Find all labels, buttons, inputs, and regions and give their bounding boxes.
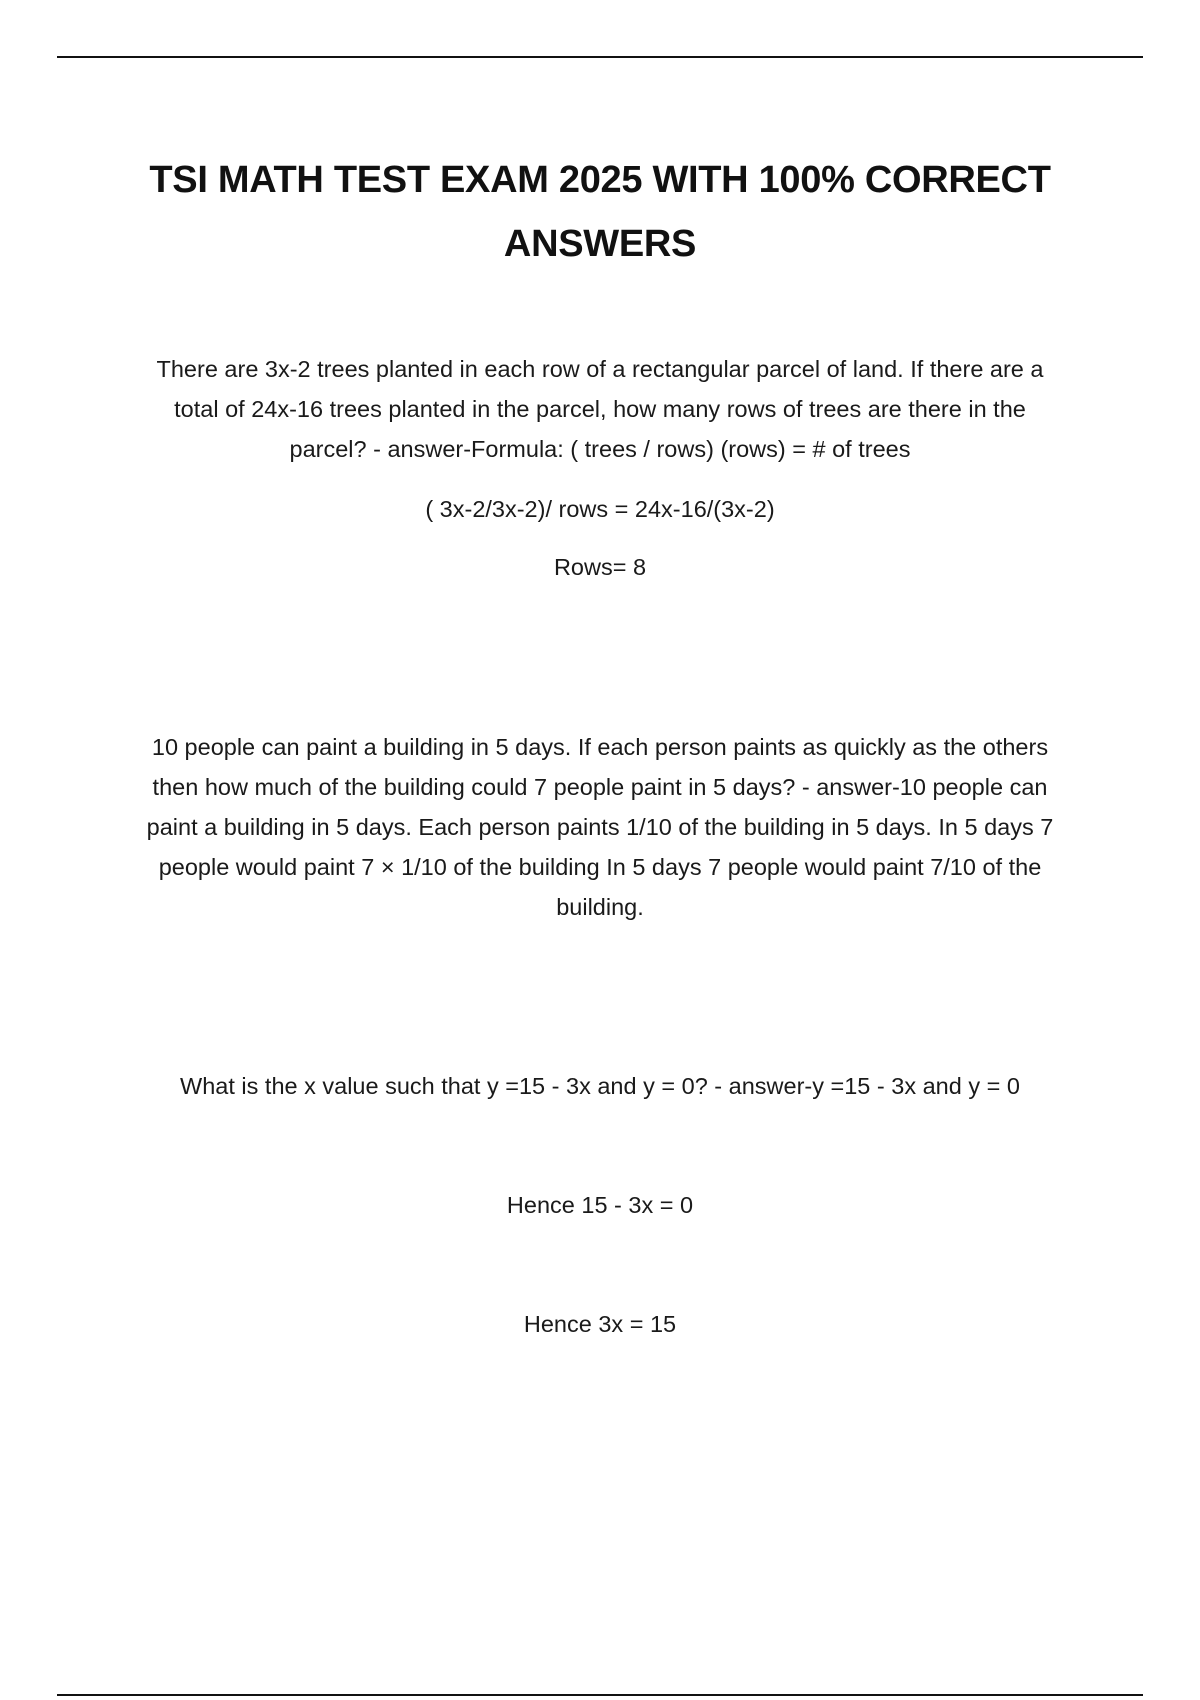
question-3-step-2: Hence 3x = 15 xyxy=(523,1311,677,1337)
question-2-text: 10 people can paint a building in 5 days. If each person paints as quickly as the others then how much of the building could 7 people paint in 5 days? - answer-10 people can paint a building in 5 days. Each person paints 1/10 of the building in 5 days. In 5 days 7 people would paint 7 × 1/10 of the building In 5 days 7 people would paint 7/10 of the building. xyxy=(146,734,1054,920)
bottom-rule xyxy=(57,1694,1143,1696)
document-title: TSI MATH TEST EXAM 2025 WITH 100% CORRECT ANSWERS xyxy=(149,159,1051,265)
top-rule xyxy=(57,56,1143,58)
question-1-text: There are 3x-2 trees planted in each row of a rectangular parcel of land. If there are a total of 24x-16 trees planted in the parcel, how many rows of trees are there in the parcel? - answer-Formula: ( trees / rows) (rows) = # of trees xyxy=(156,356,1044,462)
question-1-step-2: Rows= 8 xyxy=(553,554,647,580)
question-1-step-1: ( 3x-2/3x-2)/ rows = 24x-16/(3x-2) xyxy=(425,496,775,522)
question-3-step-1: Hence 15 - 3x = 0 xyxy=(506,1192,694,1218)
question-3-text: What is the x value such that y =15 - 3x and y = 0? - answer-y =15 - 3x and y = 0 xyxy=(180,1073,1020,1099)
